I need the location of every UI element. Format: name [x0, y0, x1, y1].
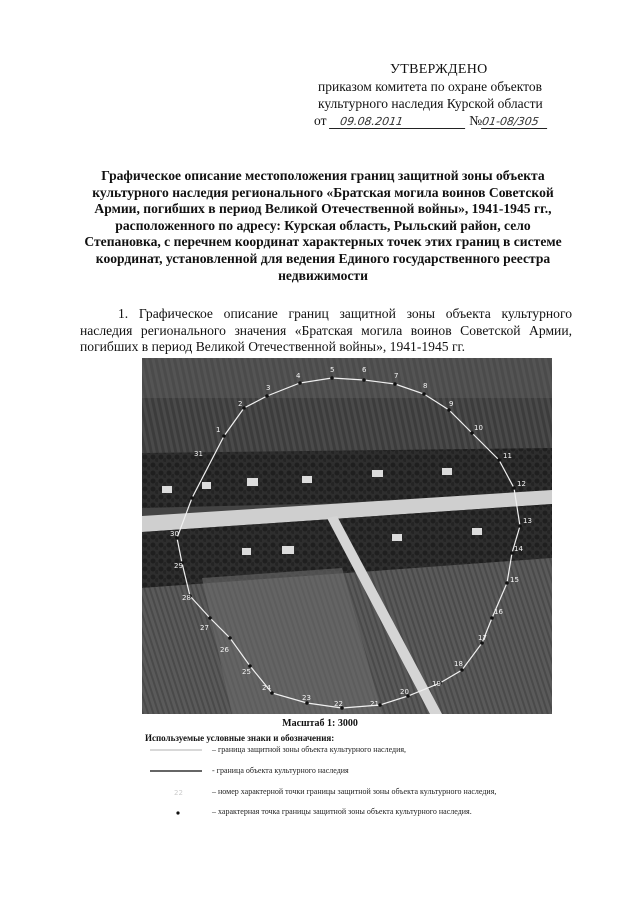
point-label: 25: [242, 668, 251, 676]
approval-line-2: культурного наследия Курской области: [318, 96, 543, 111]
handwritten-number: 01-08/305: [481, 115, 549, 129]
point-label: 6: [362, 366, 367, 374]
approval-title: УТВЕРЖДЕНО: [390, 62, 488, 77]
point-number-symbol: [150, 786, 202, 798]
point-label: 31: [194, 450, 203, 458]
point-label: 3: [266, 384, 271, 392]
point-label: 16: [494, 608, 503, 616]
point-label: 2: [238, 400, 243, 408]
legend-item-point-number: [150, 786, 570, 800]
document-heading: Графическое описание местоположения границ защитной зоны объекта культурного наследия регионального «Братская могила воинов Советской Армии, погибших в период Великой Отечественной войны», 1941-1945 гг., расположенного по адресу: Курская область, Рыльский район, село Степановка, с перечнем координат характерных точек этих границ в системе координат, установленной для ведения Единого государственного реестра недвижимости: [84, 168, 562, 283]
point-label: 10: [474, 424, 483, 432]
legend-item-point-dot: [150, 806, 570, 820]
point-label: 29: [174, 562, 183, 570]
point-label: 4: [296, 372, 301, 380]
upper-haze: [142, 358, 552, 398]
point-label: 14: [514, 545, 523, 553]
point-label: 22: [334, 700, 343, 708]
point-number-sample: 22: [174, 789, 183, 797]
point-dot-symbol: [150, 806, 202, 818]
legend-text: - граница объекта культурного наследия: [212, 766, 349, 775]
point-label: 1: [216, 426, 221, 434]
legend-item-zone-boundary: [150, 744, 570, 758]
point-label: 20: [400, 688, 409, 696]
point-label: 21: [370, 700, 379, 708]
number-prefix: №: [469, 113, 483, 128]
point-label: 28: [182, 594, 191, 602]
thick-line-symbol: [150, 765, 202, 777]
thin-line-symbol: [150, 744, 202, 756]
approval-line-1: приказом комитета по охране объектов: [318, 79, 542, 94]
legend-text: – характерная точка границы защитной зоны объекта культурного наследия.: [212, 807, 472, 816]
point-label: 17: [478, 634, 487, 642]
point-label: 30: [170, 530, 179, 538]
point-label: 7: [394, 372, 399, 380]
satellite-map: [142, 358, 552, 714]
date-prefix: от: [314, 113, 327, 128]
legend-title: Используемые условные знаки и обозначения:: [145, 733, 335, 743]
point-label: 19: [432, 680, 441, 688]
map-scale: Масштаб 1: 3000: [282, 718, 358, 729]
legend-text: – номер характерной точки границы защитной зоны объекта культурного наследия,: [212, 787, 497, 796]
point-label: 27: [200, 624, 209, 632]
section-paragraph: 1. Графическое описание границ защитной зоны объекта культурного наследия регионального значения «Братская могила воинов Советской Армии, погибших в период Великой Отечественной войны», 1941-1945 гг.: [80, 306, 572, 355]
approval-date-line: [314, 113, 582, 129]
point-label: 24: [262, 684, 271, 692]
approval-block: [312, 62, 582, 129]
point-label: 5: [330, 366, 335, 374]
handwritten-date: 09.08.2011: [329, 115, 467, 129]
point-label: 13: [523, 517, 532, 525]
point-label: 12: [517, 480, 526, 488]
point-label: 15: [510, 576, 519, 584]
legend-item-object-boundary: [150, 765, 570, 779]
point-label: 11: [503, 452, 512, 460]
point-label: 23: [302, 694, 311, 702]
point-label: 18: [454, 660, 463, 668]
point-label: 9: [449, 400, 454, 408]
point-label: 26: [220, 646, 229, 654]
legend-text: – граница защитной зоны объекта культурного наследия,: [212, 745, 407, 754]
point-label: 8: [423, 382, 428, 390]
map-svg: [142, 358, 552, 714]
